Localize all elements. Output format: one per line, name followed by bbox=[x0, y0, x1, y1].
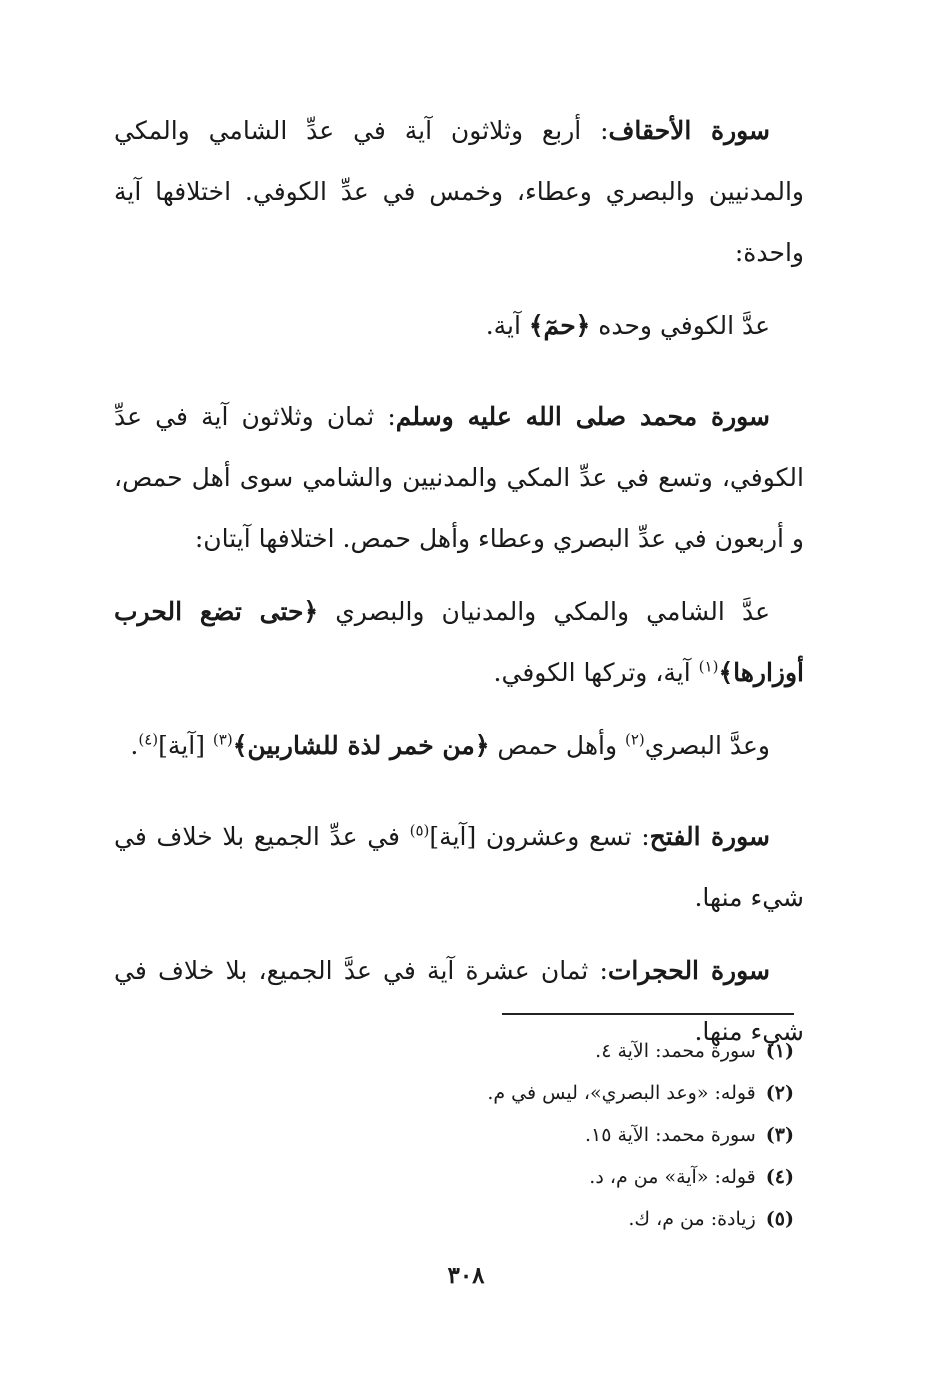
footnote-text: سورة محمد: الآية ١٥. bbox=[584, 1124, 756, 1146]
footnote-text: زيادة: من م، ك. bbox=[628, 1208, 756, 1230]
paragraph-text: عدَّ الشامي والمكي والمدنيان والبصري bbox=[318, 597, 770, 626]
footnote-divider bbox=[502, 1013, 794, 1015]
footnote-item bbox=[294, 1030, 794, 1072]
paragraph-text: : ثمان وثلاثون آية في عدِّ الكوفي، وتسع في عدِّ المكي والمدنيين والشامي سوى أهل حمص، و أربعون في عدِّ البصري وعطاء وأهل حمص. اختلافها آيتان: bbox=[114, 402, 804, 553]
footnote-number: (١) bbox=[765, 1040, 794, 1062]
paragraph-text: : ثمان عشرة آية في عدَّ الجميع، بلا خلاف في شيء منها. bbox=[114, 956, 804, 1046]
surah-title-ahqaf: سورة الأحقاف bbox=[608, 116, 771, 145]
footnote-number: (٥) bbox=[765, 1208, 794, 1230]
paragraph-text: وأهل حمص bbox=[489, 731, 625, 760]
paragraph-surah-fath bbox=[114, 806, 804, 928]
paragraph-text: : أربع وثلاثون آية في عدِّ الشامي والمكي والمدنيين والبصري وعطاء، وخمس في عدِّ الكوفي. اختلافها آية واحدة: bbox=[114, 116, 804, 267]
footnote-item bbox=[294, 1198, 794, 1240]
footnote-ref[interactable]: (٥) bbox=[409, 821, 430, 840]
footnote-text: قوله: «وعد البصري»، ليس في م. bbox=[487, 1082, 756, 1104]
surah-title-fath: سورة الفتح bbox=[649, 822, 770, 851]
footnote-number: (٤) bbox=[765, 1166, 794, 1188]
footnote-ref[interactable]: (٣) bbox=[212, 730, 233, 749]
footnote-item bbox=[294, 1114, 794, 1156]
footnote-ref[interactable]: (٢) bbox=[625, 730, 645, 749]
paragraph-text: [آية] bbox=[158, 731, 213, 760]
footnote-ref[interactable]: (٤) bbox=[138, 730, 159, 749]
paragraph-text: عدَّ الكوفي وحده bbox=[590, 311, 770, 340]
paragraph-muhammad-difference-1 bbox=[114, 581, 804, 703]
footnote-item bbox=[294, 1156, 794, 1198]
footnotes bbox=[294, 1030, 794, 1240]
quran-verse: ﴿حتى تضع الحرب أوزارها﴾ bbox=[114, 597, 804, 687]
paragraph-text: آية. bbox=[485, 311, 529, 340]
paragraph-text: وعدَّ البصري bbox=[644, 731, 770, 760]
footnote-text: سورة محمد: الآية ٤. bbox=[595, 1040, 756, 1062]
footnote-number: (٢) bbox=[765, 1082, 794, 1104]
main-text bbox=[114, 100, 804, 1074]
surah-title-muhammad: سورة محمد صلى الله عليه وسلم bbox=[395, 402, 771, 431]
paragraph-surah-ahqaf bbox=[114, 100, 804, 283]
surah-title-hujurat: سورة الحجرات bbox=[607, 956, 770, 985]
paragraph-text: . bbox=[130, 731, 139, 760]
footnote-item bbox=[294, 1072, 794, 1114]
paragraph-surah-muhammad bbox=[114, 386, 804, 569]
paragraph-text: : تسع وعشرون [آية] bbox=[429, 822, 650, 851]
paragraph-ahqaf-difference bbox=[114, 295, 804, 356]
footnote-number: (٣) bbox=[765, 1124, 794, 1146]
quran-verse: ﴿من خمر لذة للشاربين﴾ bbox=[232, 731, 490, 760]
paragraph-text: في عدِّ الجميع بلا خلاف في شيء منها. bbox=[114, 822, 804, 912]
quran-verse: ﴿حمٓ﴾ bbox=[528, 311, 591, 340]
footnote-ref[interactable]: (١) bbox=[698, 657, 719, 676]
paragraph-muhammad-difference-2 bbox=[114, 715, 804, 776]
footnote-text: قوله: «آية» من م، د. bbox=[589, 1166, 756, 1188]
paragraph-text: آية، وتركها الكوفي. bbox=[493, 658, 699, 687]
page-number: ٣٠٨ bbox=[447, 1262, 485, 1289]
